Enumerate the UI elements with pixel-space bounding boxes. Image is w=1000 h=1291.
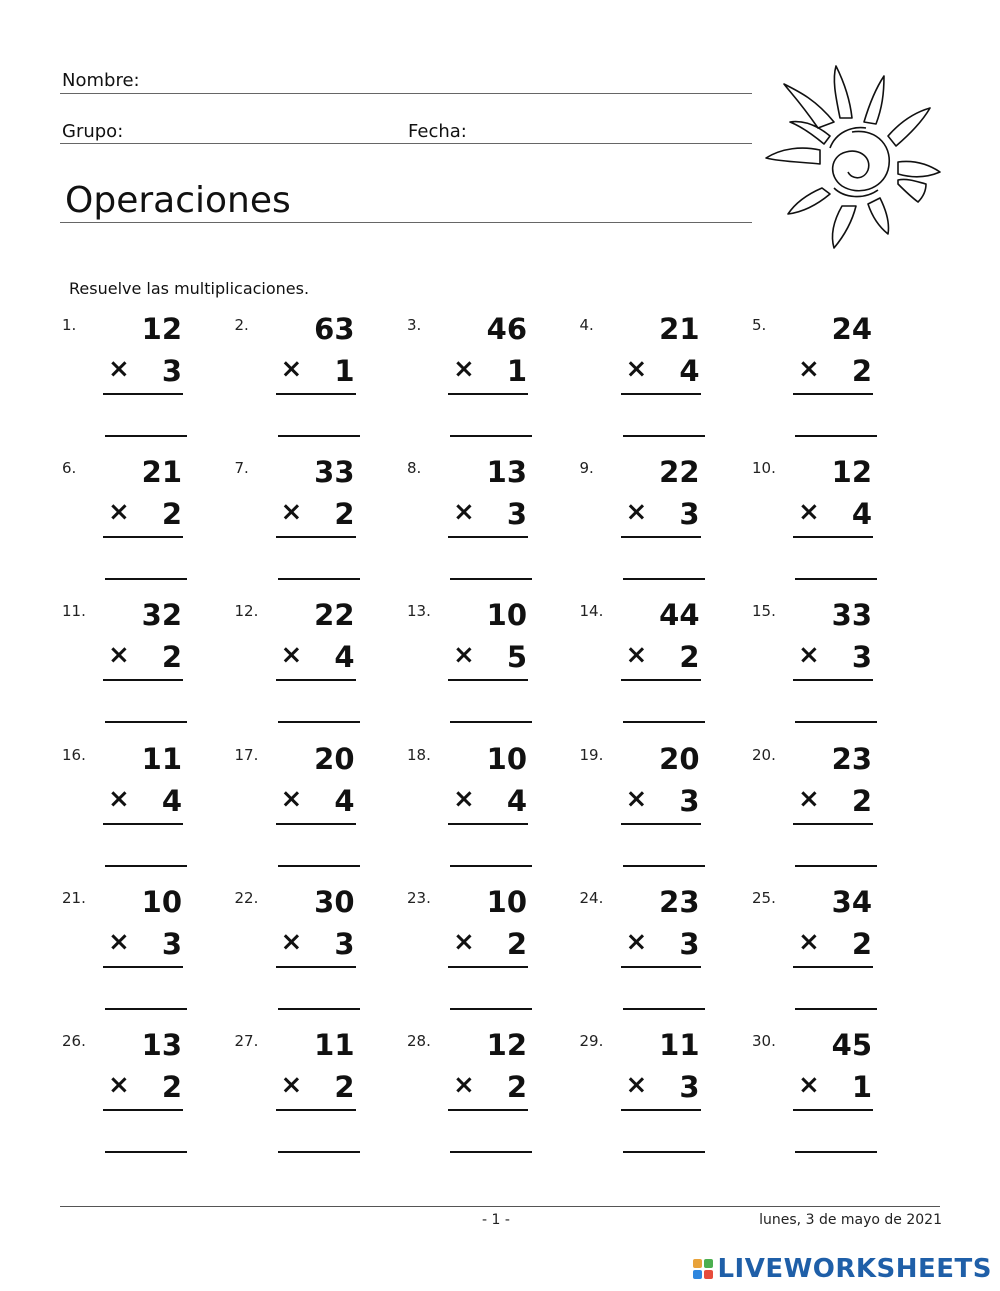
problem-number: 2. — [234, 316, 249, 334]
multiplier: 3 — [851, 640, 872, 675]
multiplier: 4 — [506, 783, 527, 818]
title-line — [60, 222, 752, 223]
multiplier: 2 — [506, 1070, 527, 1104]
answer-line[interactable] — [795, 721, 877, 723]
times-sign: × — [798, 640, 820, 671]
answer-line[interactable] — [450, 1008, 532, 1010]
operation-rule — [621, 536, 701, 538]
answer-line[interactable] — [450, 1151, 532, 1153]
sun-icon — [760, 62, 945, 257]
multiplier: 1 — [506, 354, 527, 388]
answer-line[interactable] — [278, 1008, 360, 1010]
problem-item — [62, 742, 234, 885]
operation-rule — [103, 536, 183, 538]
problem-number: 9. — [579, 459, 594, 478]
times-sign: × — [280, 1070, 303, 1100]
times-sign: × — [453, 497, 475, 528]
operation-rule — [793, 393, 873, 395]
problem-item — [580, 312, 752, 455]
answer-line[interactable] — [278, 721, 360, 723]
problem-number: 5. — [752, 316, 767, 334]
brand-text: LIVEWORKSHEETS — [717, 1254, 992, 1284]
times-sign: × — [798, 354, 820, 384]
multiplicand: 22 — [659, 455, 700, 490]
operation-rule — [793, 966, 873, 968]
answer-line[interactable] — [795, 435, 877, 437]
times-sign: × — [108, 354, 130, 384]
operation-rule — [621, 966, 701, 968]
operation-rule — [793, 536, 873, 538]
times-sign: × — [798, 926, 820, 957]
problem-number: 27. — [234, 1032, 259, 1050]
operation-rule — [448, 393, 528, 395]
multiplicand: 21 — [659, 312, 700, 346]
problem-number: 4. — [579, 316, 594, 334]
name-line — [60, 93, 752, 94]
multiplicand: 22 — [314, 598, 355, 633]
multiplier: 2 — [334, 1070, 355, 1104]
answer-line[interactable] — [623, 578, 705, 580]
operation-rule — [276, 393, 356, 395]
multiplicand: 45 — [831, 1028, 872, 1062]
multiplicand: 13 — [141, 1028, 182, 1062]
multiplicand: 10 — [486, 741, 527, 776]
instructions: Resuelve las multiplicaciones. — [69, 279, 310, 298]
answer-line[interactable] — [795, 865, 877, 867]
operation-rule — [276, 1109, 356, 1111]
operation-rule — [276, 966, 356, 968]
times-sign: × — [625, 926, 648, 957]
brand-logo — [693, 1254, 992, 1284]
problem-number: 21. — [62, 888, 86, 907]
problem-item — [752, 312, 924, 455]
multiplier: 3 — [506, 497, 527, 532]
problem-item — [580, 885, 752, 1028]
problem-number: 15. — [752, 602, 776, 621]
multiplier: 3 — [161, 354, 182, 388]
problem-item — [62, 885, 234, 1028]
times-sign: × — [798, 1070, 820, 1100]
operation-rule — [103, 966, 183, 968]
answer-line[interactable] — [105, 1008, 187, 1010]
multiplicand: 23 — [659, 884, 700, 919]
problem-item — [580, 1028, 752, 1171]
multiplicand: 33 — [831, 598, 872, 633]
multiplier: 2 — [161, 1070, 182, 1104]
answer-line[interactable] — [623, 1008, 705, 1010]
group-label: Grupo: — [62, 121, 124, 142]
multiplicand: 34 — [831, 884, 872, 919]
multiplier: 4 — [161, 783, 182, 818]
problem-item — [580, 742, 752, 885]
multiplicand: 11 — [141, 741, 182, 776]
problem-number: 23. — [407, 888, 431, 907]
brand-block — [693, 1270, 702, 1279]
times-sign: × — [108, 640, 130, 671]
operation-rule — [621, 393, 701, 395]
problem-item — [407, 885, 579, 1028]
footer-line — [60, 1206, 940, 1207]
problem-item — [235, 1028, 407, 1171]
problem-number: 29. — [579, 1032, 604, 1050]
times-sign: × — [280, 783, 303, 814]
problem-item — [62, 455, 234, 598]
answer-line[interactable] — [450, 865, 532, 867]
times-sign: × — [798, 497, 820, 528]
operation-rule — [103, 823, 183, 825]
brand-block — [693, 1259, 702, 1268]
multiplicand: 46 — [486, 312, 527, 346]
multiplicand: 30 — [314, 884, 355, 919]
multiplier: 2 — [679, 640, 700, 675]
problem-item — [235, 885, 407, 1028]
multiplier: 2 — [506, 926, 527, 961]
multiplier: 2 — [851, 926, 872, 961]
problem-item — [752, 455, 924, 598]
problem-number: 26. — [62, 1032, 86, 1050]
answer-line[interactable] — [105, 435, 187, 437]
multiplicand: 23 — [831, 741, 872, 776]
brand-block — [704, 1259, 713, 1268]
answer-line[interactable] — [623, 721, 705, 723]
footer-date: lunes, 3 de mayo de 2021 — [759, 1212, 942, 1228]
multiplier: 3 — [679, 926, 700, 961]
times-sign: × — [453, 354, 475, 384]
problem-number: 25. — [752, 888, 776, 907]
times-sign: × — [625, 497, 648, 528]
operation-rule — [621, 823, 701, 825]
problem-number: 18. — [407, 745, 431, 764]
operation-rule — [276, 823, 356, 825]
operation-rule — [793, 1109, 873, 1111]
group-date-line — [60, 143, 752, 144]
problem-number: 28. — [407, 1032, 431, 1050]
problem-item — [62, 312, 234, 455]
multiplier: 4 — [679, 354, 700, 388]
multiplicand: 10 — [141, 884, 182, 919]
problem-number: 12. — [234, 602, 259, 621]
brand-blocks-icon — [693, 1259, 713, 1279]
problem-item — [62, 1028, 234, 1171]
multiplicand: 10 — [486, 884, 527, 919]
multiplicand: 63 — [314, 312, 355, 346]
times-sign: × — [108, 1070, 130, 1100]
problem-item — [752, 1028, 924, 1171]
multiplicand: 21 — [141, 455, 182, 490]
answer-line[interactable] — [450, 578, 532, 580]
problem-number: 1. — [62, 316, 77, 334]
multiplier: 3 — [679, 783, 700, 818]
multiplier: 2 — [161, 497, 182, 532]
problem-item — [235, 598, 407, 741]
problem-item — [407, 455, 579, 598]
times-sign: × — [108, 926, 130, 957]
problem-number: 13. — [407, 602, 431, 621]
date-label: Fecha: — [408, 121, 467, 142]
problem-number: 14. — [579, 602, 604, 621]
answer-line[interactable] — [623, 1151, 705, 1153]
times-sign: × — [453, 1070, 475, 1100]
multiplicand: 24 — [831, 312, 872, 346]
multiplier: 4 — [334, 783, 355, 818]
multiplicand: 11 — [659, 1028, 700, 1062]
answer-line[interactable] — [105, 578, 187, 580]
multiplicand: 10 — [486, 598, 527, 633]
multiplicand: 33 — [314, 455, 355, 490]
multiplicand: 32 — [141, 598, 182, 633]
answer-line[interactable] — [278, 435, 360, 437]
answer-line[interactable] — [623, 435, 705, 437]
times-sign: × — [453, 783, 475, 814]
operation-rule — [793, 823, 873, 825]
problem-item — [407, 312, 579, 455]
problem-item — [235, 742, 407, 885]
answer-line[interactable] — [105, 865, 187, 867]
times-sign: × — [280, 354, 303, 384]
problem-number: 16. — [62, 745, 86, 764]
problem-number: 19. — [579, 745, 604, 764]
operation-rule — [276, 536, 356, 538]
problem-number: 6. — [62, 459, 77, 478]
problem-item — [407, 1028, 579, 1171]
answer-line[interactable] — [278, 865, 360, 867]
problem-number: 11. — [62, 602, 86, 621]
times-sign: × — [280, 497, 303, 528]
answer-line[interactable] — [450, 435, 532, 437]
problem-item — [580, 598, 752, 741]
answer-line[interactable] — [278, 578, 360, 580]
answer-line[interactable] — [795, 1008, 877, 1010]
multiplier: 1 — [334, 354, 355, 388]
times-sign: × — [280, 926, 303, 957]
multiplier: 2 — [334, 497, 355, 532]
problem-number: 17. — [234, 745, 259, 764]
problem-number: 22. — [234, 888, 259, 907]
operation-rule — [448, 679, 528, 681]
multiplier: 2 — [851, 783, 872, 818]
operation-rule — [448, 966, 528, 968]
problem-number: 8. — [407, 459, 422, 478]
operation-rule — [103, 679, 183, 681]
problem-item — [235, 312, 407, 455]
multiplicand: 44 — [659, 598, 700, 633]
problem-number: 7. — [234, 459, 249, 478]
problem-item — [235, 455, 407, 598]
multiplier: 3 — [679, 497, 700, 532]
multiplier: 2 — [161, 640, 182, 675]
problems-grid — [62, 312, 942, 1172]
times-sign: × — [108, 497, 130, 528]
multiplicand: 11 — [314, 1028, 355, 1062]
multiplier: 4 — [334, 640, 355, 675]
operation-rule — [276, 679, 356, 681]
times-sign: × — [108, 783, 130, 814]
problem-number: 3. — [407, 316, 422, 334]
problem-item — [407, 742, 579, 885]
operation-rule — [448, 1109, 528, 1111]
times-sign: × — [625, 1070, 648, 1100]
multiplicand: 12 — [831, 455, 872, 490]
problem-item — [752, 742, 924, 885]
answer-line[interactable] — [105, 721, 187, 723]
answer-line[interactable] — [105, 1151, 187, 1153]
multiplicand: 13 — [486, 455, 527, 490]
problem-item — [407, 598, 579, 741]
times-sign: × — [625, 640, 648, 671]
problem-number: 20. — [752, 745, 776, 764]
multiplicand: 20 — [314, 741, 355, 776]
answer-line[interactable] — [450, 721, 532, 723]
multiplier: 5 — [506, 640, 527, 675]
problem-number: 24. — [579, 888, 604, 907]
multiplier: 4 — [851, 497, 872, 532]
operation-rule — [621, 1109, 701, 1111]
answer-line[interactable] — [795, 578, 877, 580]
problem-item — [752, 598, 924, 741]
multiplicand: 20 — [659, 741, 700, 776]
multiplier: 2 — [851, 354, 872, 388]
multiplier: 3 — [334, 926, 355, 961]
operation-rule — [448, 536, 528, 538]
multiplier: 3 — [161, 926, 182, 961]
multiplicand: 12 — [486, 1028, 527, 1062]
answer-line[interactable] — [623, 865, 705, 867]
operation-rule — [621, 679, 701, 681]
times-sign: × — [625, 783, 648, 814]
times-sign: × — [625, 354, 648, 384]
page-number: - 1 - — [482, 1212, 510, 1228]
times-sign: × — [798, 783, 820, 814]
problem-item — [62, 598, 234, 741]
problem-item — [580, 455, 752, 598]
operation-rule — [448, 823, 528, 825]
times-sign: × — [453, 640, 475, 671]
problem-item — [752, 885, 924, 1028]
problem-number: 30. — [752, 1032, 776, 1050]
answer-line[interactable] — [795, 1151, 877, 1153]
times-sign: × — [453, 926, 475, 957]
operation-rule — [103, 1109, 183, 1111]
problem-number: 10. — [752, 459, 776, 478]
name-label: Nombre: — [62, 70, 140, 91]
operation-rule — [793, 679, 873, 681]
operation-rule — [103, 393, 183, 395]
multiplier: 1 — [851, 1070, 872, 1104]
brand-block — [704, 1270, 713, 1279]
times-sign: × — [280, 640, 303, 671]
multiplicand: 12 — [141, 312, 182, 346]
multiplier: 3 — [679, 1070, 700, 1104]
page-title: Operaciones — [65, 180, 291, 221]
answer-line[interactable] — [278, 1151, 360, 1153]
